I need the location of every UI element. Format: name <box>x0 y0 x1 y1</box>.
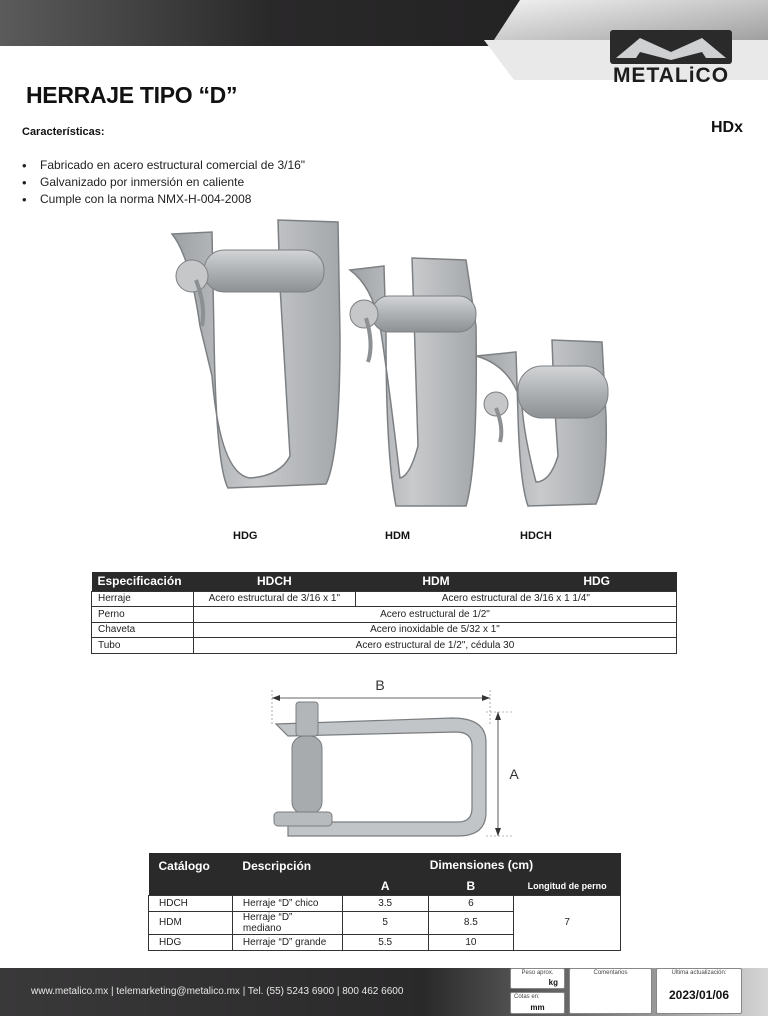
table-row <box>92 622 677 638</box>
comments-box <box>569 968 652 1014</box>
catalog-header: Catálogo <box>149 853 233 895</box>
dim-b-cell: 8.5 <box>428 911 514 934</box>
spec-value: Acero estructural de 1/2" <box>193 607 676 623</box>
dimensions-header: Dimensiones (cm) <box>342 853 620 877</box>
spec-value: Acero inoxidable de 5/32 x 1" <box>193 622 676 638</box>
metalico-logo <box>596 28 746 90</box>
product-photo <box>150 216 620 516</box>
weight-unit: kg <box>548 978 558 987</box>
spec-label: Herraje <box>92 591 194 607</box>
hdm-shackle-image <box>350 258 476 506</box>
catalog-table <box>148 853 621 951</box>
weight-box <box>510 968 565 989</box>
weight-label: Peso aprox. <box>521 970 554 976</box>
dims-unit: mm <box>530 1003 545 1012</box>
product-label-hdch: HDCH <box>520 530 552 542</box>
features-list <box>22 157 305 208</box>
feature-item: • Cumple con la norma NMX-H-004-2008 <box>22 191 305 208</box>
spec-header-cell: HDCH <box>193 572 355 591</box>
dim-a-header: A <box>342 877 428 895</box>
comments-label: Comentarios <box>593 970 628 976</box>
dim-b-cell: 6 <box>428 895 514 911</box>
hdch-shackle-image <box>476 340 608 506</box>
spec-value: Acero estructural de 3/16 x 1 1/4" <box>355 591 676 607</box>
dims-label: Cotas en: <box>514 994 540 1000</box>
dim-b-cell: 10 <box>428 934 514 950</box>
table-row <box>92 638 677 654</box>
brand-name: METALiCO <box>612 64 730 87</box>
spec-value: Acero estructural de 1/2", cédula 30 <box>193 638 676 654</box>
catalog-code: HDCH <box>149 895 233 911</box>
footer-contact: www.metalico.mx | telemarketing@metalico.mx | Tel. (55) 5243 6900 | 800 462 6600 <box>31 986 404 997</box>
dim-a-cell: 3.5 <box>342 895 428 911</box>
spec-label: Perno <box>92 607 194 623</box>
spec-value: Acero estructural de 3/16 x 1" <box>193 591 355 607</box>
feature-item: • Galvanizado por inmersión en caliente <box>22 174 305 191</box>
update-box <box>656 968 742 1014</box>
feature-item: • Fabricado en acero estructural comercial de 3/16" <box>22 157 305 174</box>
spec-table <box>91 572 677 654</box>
description-cell: Herraje “D” grande <box>232 934 342 950</box>
update-date: 2023/01/06 <box>668 988 730 1002</box>
product-code: HDx <box>710 119 743 136</box>
features-heading: Características: <box>22 126 105 138</box>
dims-box <box>510 992 565 1014</box>
spec-table-header <box>92 572 677 591</box>
update-label: Última actualización: <box>671 970 727 976</box>
description-cell: Herraje “D” chico <box>232 895 342 911</box>
catalog-code: HDG <box>149 934 233 950</box>
hdg-shackle-image <box>172 220 340 488</box>
dim-a-cell: 5.5 <box>342 934 428 950</box>
bolt-length-header: Longitud de perno <box>514 877 621 895</box>
catalog-code: HDM <box>149 911 233 934</box>
table-row <box>92 607 677 623</box>
spec-label: Tubo <box>92 638 194 654</box>
dimension-drawing <box>262 672 532 844</box>
description-header: Descripción <box>232 853 342 895</box>
bolt-length-cell: 7 <box>514 895 621 950</box>
table-row <box>92 591 677 607</box>
dim-label-b: B <box>375 677 385 693</box>
table-row <box>149 895 621 911</box>
dim-label-a: A <box>509 766 519 782</box>
spec-header-cell: Especificación <box>92 572 194 591</box>
product-label-hdm: HDM <box>385 530 411 542</box>
logo-mark-icon <box>610 30 732 64</box>
page-title: HERRAJE TIPO “D” <box>26 82 238 108</box>
spec-header-cell: HDG <box>517 572 677 591</box>
dim-b-header: B <box>428 877 514 895</box>
spec-label: Chaveta <box>92 622 194 638</box>
dim-a-cell: 5 <box>342 911 428 934</box>
description-cell: Herraje “D” mediano <box>232 911 342 934</box>
spec-header-cell: HDM <box>355 572 517 591</box>
product-label-hdg: HDG <box>233 530 258 542</box>
